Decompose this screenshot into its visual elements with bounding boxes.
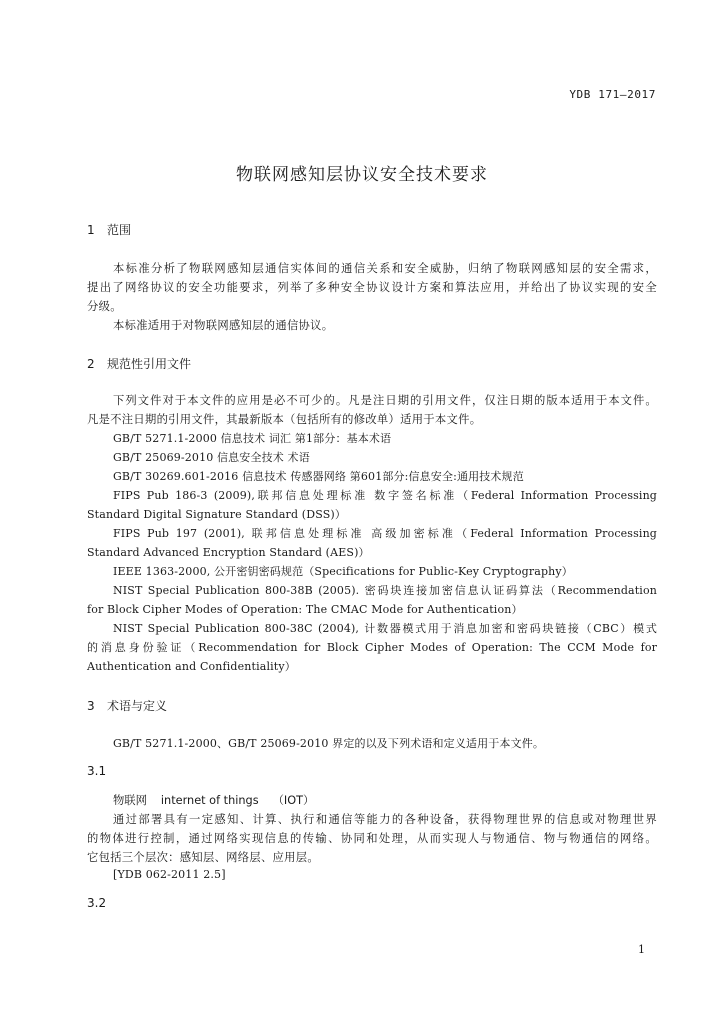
reference-item: GB/T 30269.601-2016 信息技术 传感器网络 第601部分:信息安全:通用技术规范	[113, 470, 524, 483]
refs-intro-line-2: 凡是不注日期的引用文件，其最新版本（包括所有的修改单）适用于本文件。	[87, 413, 482, 426]
document-code: YDB 171—2017	[569, 88, 656, 101]
scope-line-3: 分级。	[87, 300, 122, 313]
section-title: 范围	[107, 223, 132, 237]
refs-intro-line-1: 下列文件对于本文件的应用是必不可少的。凡是注日期的引用文件，仅注日期的版本适用于本文件。	[113, 394, 657, 407]
page-number: 1	[638, 943, 645, 956]
reference-item: NIST Special Publication 800-38C (2004), 计数器模式用于消息加密和密码块链接（CBC）模式	[113, 622, 657, 635]
section-number: 1	[87, 223, 95, 237]
reference-item: FIPS Pub 197 (2001), 联邦信息处理标准 高级加密标准（Federal Information Processing	[113, 527, 657, 540]
section-number: 2	[87, 357, 95, 371]
reference-item-continued: for Block Cipher Modes of Operation: The CMAC Mode for Authentication）	[87, 603, 523, 616]
term-english: internet of things	[160, 794, 259, 807]
reference-item-continued: Standard Digital Signature Standard (DSS)）	[87, 508, 346, 521]
term-definition-line-3: 它包括三个层次：感知层、网络层、应用层。	[87, 851, 319, 864]
reference-item-continued: 的消息身份验证（Recommendation for Block Cipher Modes of Operation: The CCM Mode for	[87, 641, 657, 654]
scope-line-2: 提出了网络协议的安全功能要求，列举了多种安全协议设计方案和算法应用，并给出了协议实现的安全	[87, 281, 657, 294]
term-abbreviation: （IOT）	[272, 794, 315, 807]
terms-intro: GB/T 5271.1-2000、GB/T 25069-2010 界定的以及下列术语和定义适用于本文件。	[113, 737, 545, 750]
reference-item-continued: Standard Advanced Encryption Standard (AES)）	[87, 546, 370, 559]
reference-item: IEEE 1363-2000, 公开密钥密码规范（Specifications for Public-Key Cryptography）	[113, 565, 573, 578]
reference-item: GB/T 25069-2010 信息安全技术 术语	[113, 451, 310, 464]
reference-item: FIPS Pub 186-3 (2009),联邦信息处理标准 数字签名标准（Federal Information Processing	[113, 489, 657, 502]
section-title: 术语与定义	[107, 699, 168, 713]
document-title: 物联网感知层协议安全技术要求	[236, 165, 488, 185]
scope-line-1: 本标准分析了物联网感知层通信实体间的通信关系和安全威胁，归纳了物联网感知层的安全需求，	[113, 262, 657, 275]
reference-item: GB/T 5271.1-2000 信息技术 词汇 第1部分：基本术语	[113, 432, 392, 445]
term-chinese: 物联网	[113, 794, 147, 807]
scope-applicability: 本标准适用于对物联网感知层的通信协议。	[113, 319, 334, 332]
term-source: [YDB 062-2011 2.5]	[113, 868, 226, 881]
section-1-heading	[87, 221, 131, 238]
section-3-heading	[87, 697, 167, 714]
term-number: 3.1	[87, 764, 107, 778]
reference-item: NIST Special Publication 800-38B (2005). 密码块连接加密信息认证码算法（Recommendation	[113, 584, 657, 597]
term-number: 3.2	[87, 896, 107, 910]
section-2-heading	[87, 355, 191, 372]
term-definition-line-2: 的物体进行控制，通过网络实现信息的传输、协同和处理，从而实现人与物通信、物与物通信的网络。	[87, 832, 657, 845]
section-title: 规范性引用文件	[107, 357, 192, 371]
section-number: 3	[87, 699, 95, 713]
term-definition-line-1: 通过部署具有一定感知、计算、执行和通信等能力的各种设备，获得物理世界的信息或对物理世界	[113, 813, 657, 826]
term-heading	[113, 792, 314, 808]
reference-item-continued: Authentication and Confidentiality）	[87, 660, 296, 673]
